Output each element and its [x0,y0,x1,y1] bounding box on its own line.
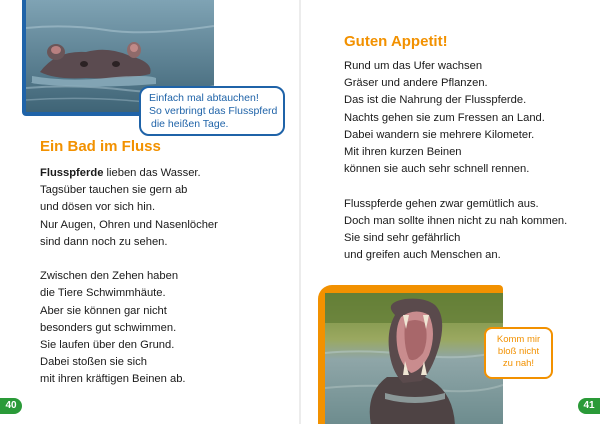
text-fragment: lieben das Wasser. [103,167,201,179]
text-line: Sie laufen über den Grund. [40,339,175,352]
text-line: Dabei wandern sie mehrere Kilometer. [344,128,535,141]
text-line: Aber sie können gar nicht [40,304,167,317]
text-line: und dösen vor sich hin. [40,201,156,214]
left-page [0,0,299,424]
text-line: Nur Augen, Ohren und Nasenlöcher [40,218,218,231]
text-line: Mit ihren kurzen Beinen [344,146,462,159]
text-line [40,165,218,182]
paragraph-gap [40,251,218,268]
right-page [301,0,600,424]
caption-line: Einfach mal abtauchen! [149,92,259,104]
caption-line: die heißen Tage. [151,118,229,130]
text-line: und greifen auch Menschen an. [344,249,501,262]
text-line: die Tiere Schwimmhäute. [40,287,166,300]
caption-line: Komm mir [496,334,541,345]
text-line: mit ihren kräftigen Beinen ab. [40,373,186,386]
caption-line: So verbringt das Flusspferd [149,105,278,117]
text-line: Tagsüber tauchen sie gern ab [40,184,188,197]
text-line: können sie auch sehr schnell rennen. [344,163,530,176]
text-line: besonders gut schwimmen. [40,321,177,334]
text-line: Nachts gehen sie zum Fressen an Land. [344,111,545,124]
text-line: Gräser und andere Pflanzen. [344,77,488,90]
section-heading: Guten Appetit! [344,33,448,50]
hippo-yawning-photo [318,285,503,424]
section-heading: Ein Bad im Fluss [40,138,161,155]
text-line: Zwischen den Zehen haben [40,270,179,283]
caption-line: zu nah! [502,358,535,369]
text-line: Flusspferde gehen zwar gemütlich aus. [344,197,539,210]
photo-caption-top [139,86,285,136]
photo-caption-bottom [484,327,553,379]
caption-line: bloß nicht [497,346,540,357]
text-line: Das ist die Nahrung der Flusspferde. [344,94,527,107]
paragraph-gap [344,178,567,195]
text-line: Doch man sollte ihnen nicht zu nah kommen. [344,214,568,227]
hippo-yawning-image [325,293,503,424]
text-line: Dabei stoßen sie sich [40,356,147,369]
text-line: sind dann noch zu sehen. [40,235,168,248]
page-number-right: 41 [578,398,600,414]
page-number-left: 40 [0,398,22,414]
body-text-left [40,165,218,389]
body-text-right [344,58,567,264]
text-line: Sie sind sehr gefährlich [344,232,461,245]
text-line: Rund um das Ufer wachsen [344,60,483,72]
bold-term: Flusspferde [40,167,104,179]
